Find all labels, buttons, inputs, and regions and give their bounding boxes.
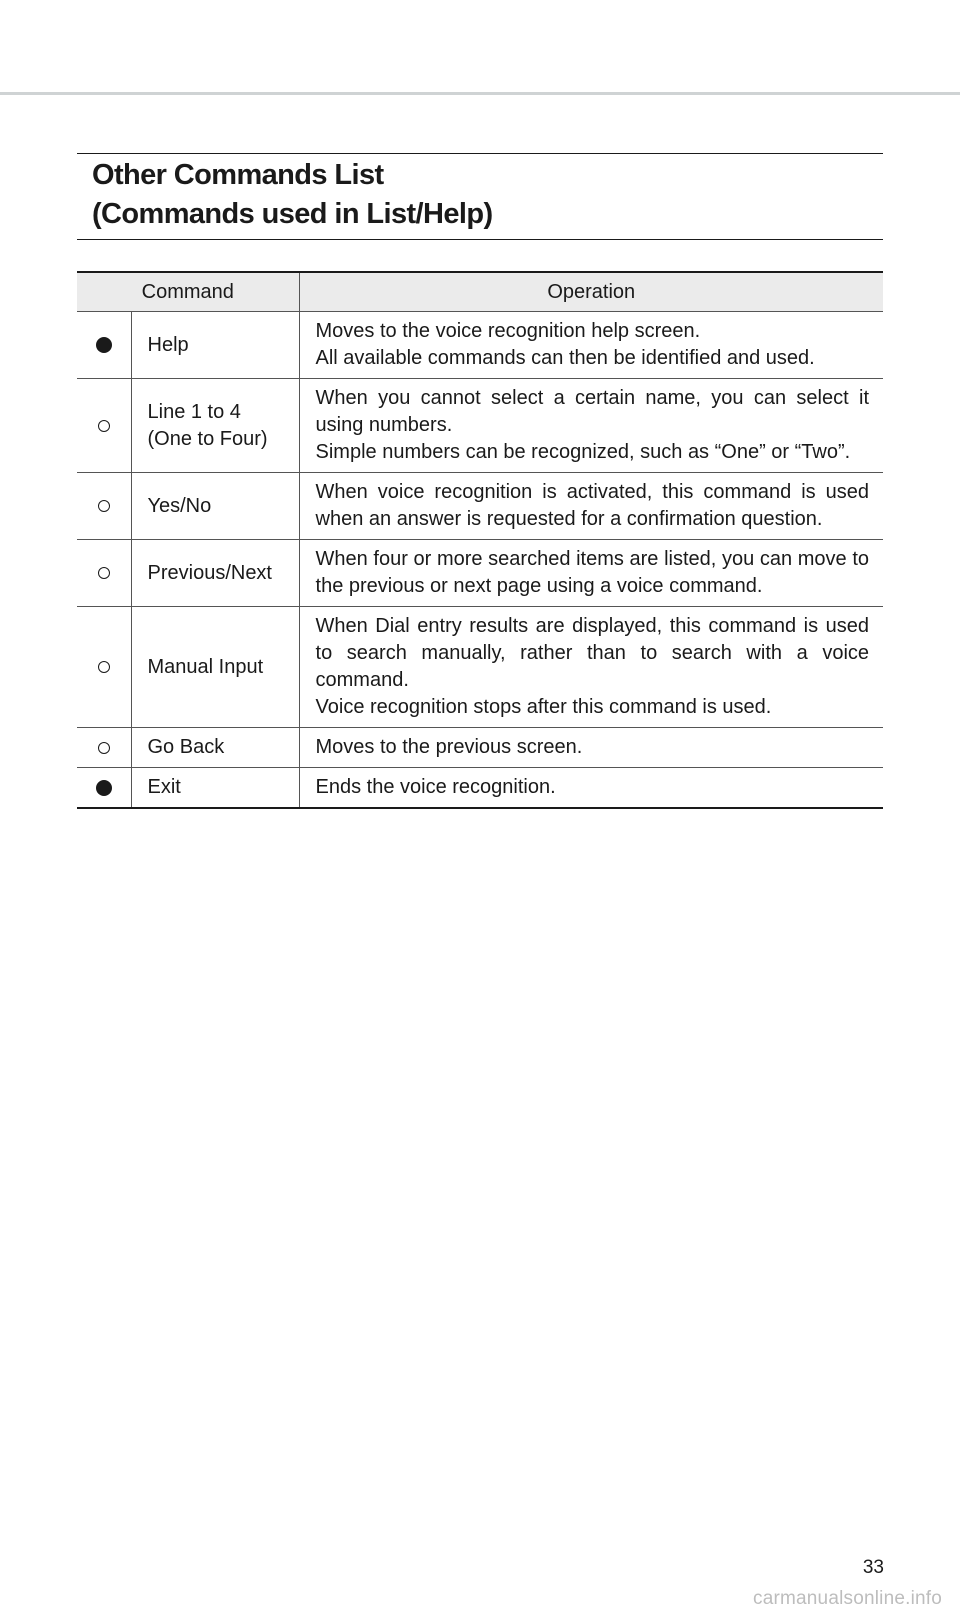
row-marker [77, 379, 131, 473]
header-rule [0, 92, 960, 95]
operation-cell [299, 768, 883, 809]
command-label: Manual Input [147, 655, 264, 678]
operation-cell [299, 312, 883, 379]
command-cell [131, 379, 299, 473]
section-title-line-1: Other Commands List [92, 159, 384, 191]
command-label: Exit [147, 776, 181, 798]
operation-text: Voice recognition stops after this command is used. [315, 696, 772, 718]
watermark: carmanualsonline.info [753, 1588, 943, 1609]
command-cell [131, 768, 299, 809]
operation-text: Simple numbers can be recognized, such as “One” or “Two”. [315, 441, 851, 463]
operation-text: When voice recognition is activated, this command is used when an answer is requested for a confirmation question. [315, 481, 870, 530]
operation-text: Moves to the previous screen. [315, 736, 583, 758]
operation-text: When four or more searched items are listed, you can move to the previous or next page using a voice command. [315, 548, 870, 597]
command-cell [131, 607, 299, 728]
table-row [77, 540, 883, 607]
command-label: Yes/No [147, 494, 212, 517]
commands-table [77, 271, 883, 809]
row-marker [77, 312, 131, 379]
table-row [77, 607, 883, 728]
operation-text: All available commands can then be identified and used. [315, 347, 815, 369]
command-cell [131, 312, 299, 379]
operation-cell [299, 540, 883, 607]
operation-text: When Dial entry results are displayed, this command is used to search manually, rather than to search with a voice command. [315, 615, 870, 691]
command-cell [131, 540, 299, 607]
filled-circle-icon [96, 780, 112, 796]
operation-text: When you cannot select a certain name, you can select it using numbers. [315, 387, 870, 436]
row-marker [77, 540, 131, 607]
hollow-circle-icon [98, 661, 110, 673]
command-label: Help [147, 333, 189, 356]
hollow-circle-icon [98, 420, 110, 432]
section-title-line-2: (Commands used in List/Help) [92, 198, 493, 230]
hollow-circle-icon [98, 500, 110, 512]
page-number: 33 [862, 1557, 884, 1578]
operation-cell [299, 473, 883, 540]
operation-text: Ends the voice recognition. [315, 776, 556, 798]
command-cell [131, 473, 299, 540]
command-label: Go Back [147, 736, 225, 758]
hollow-circle-icon [98, 742, 110, 754]
operation-cell [299, 728, 883, 768]
operation-cell [299, 607, 883, 728]
command-label: Previous/Next [147, 561, 272, 584]
operation-text: Moves to the voice recognition help screen. [315, 320, 701, 342]
row-marker [77, 473, 131, 540]
table-row [77, 473, 883, 540]
table-row [77, 728, 883, 768]
command-cell [131, 728, 299, 768]
command-label-alt: (One to Four) [147, 427, 268, 450]
table-row [77, 312, 883, 379]
command-label: Line 1 to 4 [147, 400, 241, 423]
column-header-command: Command [77, 272, 299, 312]
table-row [77, 379, 883, 473]
operation-cell [299, 379, 883, 473]
row-marker [77, 607, 131, 728]
table-row [77, 768, 883, 809]
filled-circle-icon [96, 337, 112, 353]
section-heading [77, 153, 883, 240]
row-marker [77, 728, 131, 768]
column-header-operation: Operation [299, 272, 883, 312]
row-marker [77, 768, 131, 809]
table-header-row [77, 272, 883, 312]
hollow-circle-icon [98, 567, 110, 579]
